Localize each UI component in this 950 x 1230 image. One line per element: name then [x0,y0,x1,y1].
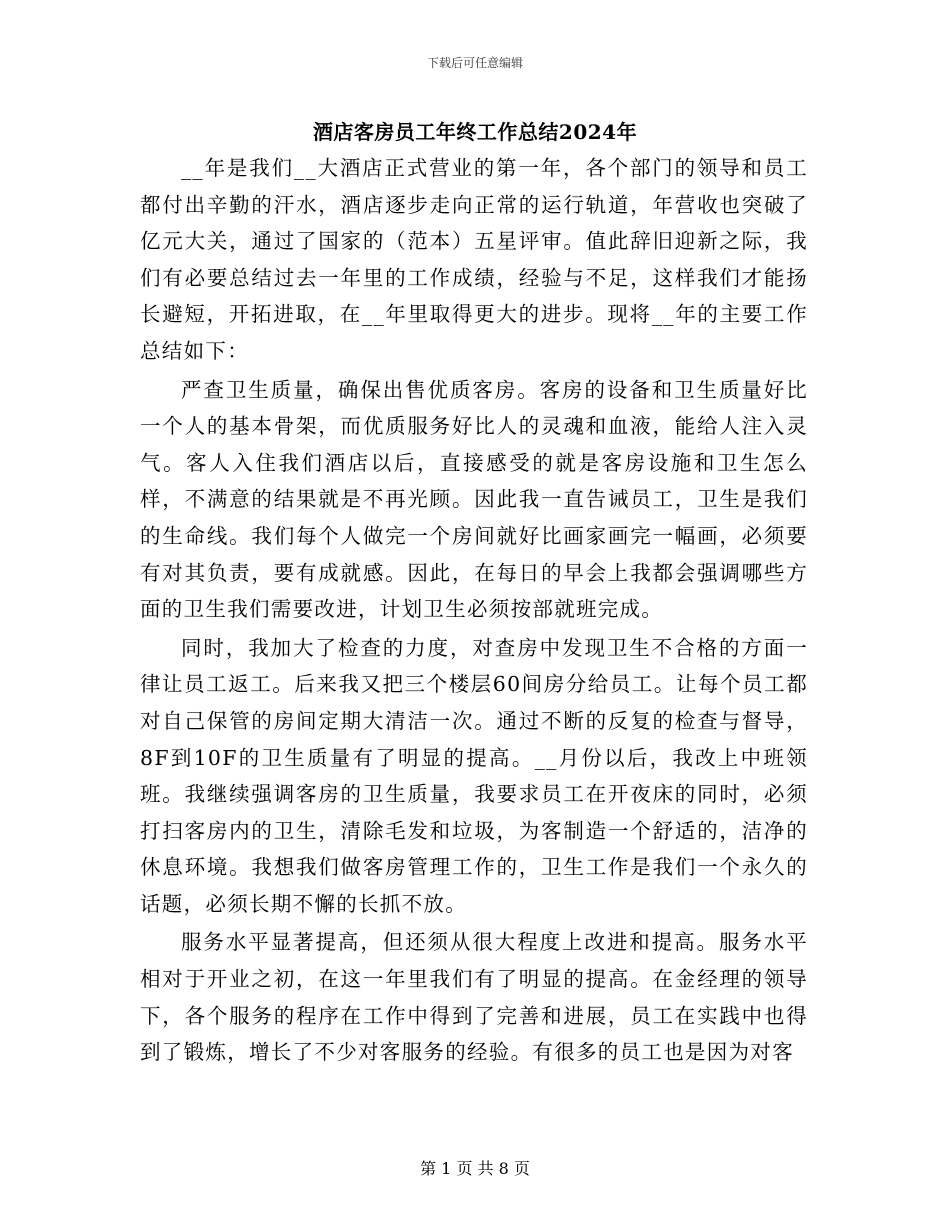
page-header-note: 下载后可任意编辑 [426,56,523,70]
paragraph-inspection: 同时，我加大了检查的力度，对查房中发现卫生不合格的方面一律让员工返工。后来我又把三个楼层60间房分给员工。让每个员工都对自己保管的房间定期大清洁一次。通过不断的反复的检查与督导，8F到10F的卫生质量有了明显的提高。__月份以后，我改上中班领班。我继续强调客房的卫生质量，我要求员工在开夜床的同时，必须打扫客房内的卫生，清除毛发和垃圾，为客制造一个舒适的，洁净的休息环境。我想我们做客房管理工作的，卫生工作是我们一个永久的话题，必须长期不懈的长抓不放。 [140,635,808,916]
paragraph-service-level: 服务水平显著提高，但还须从很大程度上改进和提高。服务水平相对于开业之初，在这一年里我们有了明显的提高。在金经理的领导下，各个服务的程序在工作中得到了完善和进展，员工在实践中也得到了锻炼，增长了不少对客服务的经验。有很多的员工也是因为对客 [140,930,808,1065]
page-number: 第 1 页 共 8 页 [420,1159,530,1178]
paragraph-intro: __年是我们__大酒店正式营业的第一年，各个部门的领导和员工都付出辛勤的汗水，酒店逐步走向正常的运行轨道，年营收也突破了亿元大关，通过了国家的（范本）五星评审。值此辞旧迎新之际，我们有必要总结过去一年里的工作成绩，经验与不足，这样我们才能扬长避短，开拓进取，在__年里取得更大的进步。现将__年的主要工作总结如下： [140,156,808,363]
document-title: 酒店客房员工年终工作总结2024年 [312,120,638,144]
document-body [140,150,808,1073]
paragraph-hygiene-quality: 严查卫生质量，确保出售优质客房。客房的设备和卫生质量好比一个人的基本骨架，而优质服务好比人的灵魂和血液，能给人注入灵气。客人入住我们酒店以后，直接感受的就是客房设施和卫生怎么样，不满意的结果就是不再光顾。因此我一直告诫员工，卫生是我们的生命线。我们每个人做完一个房间就好比画家画完一幅画，必须要有对其负责，要有成就感。因此，在每日的早会上我都会强调哪些方面的卫生我们需要改进，计划卫生必须按部就班完成。 [140,377,808,622]
